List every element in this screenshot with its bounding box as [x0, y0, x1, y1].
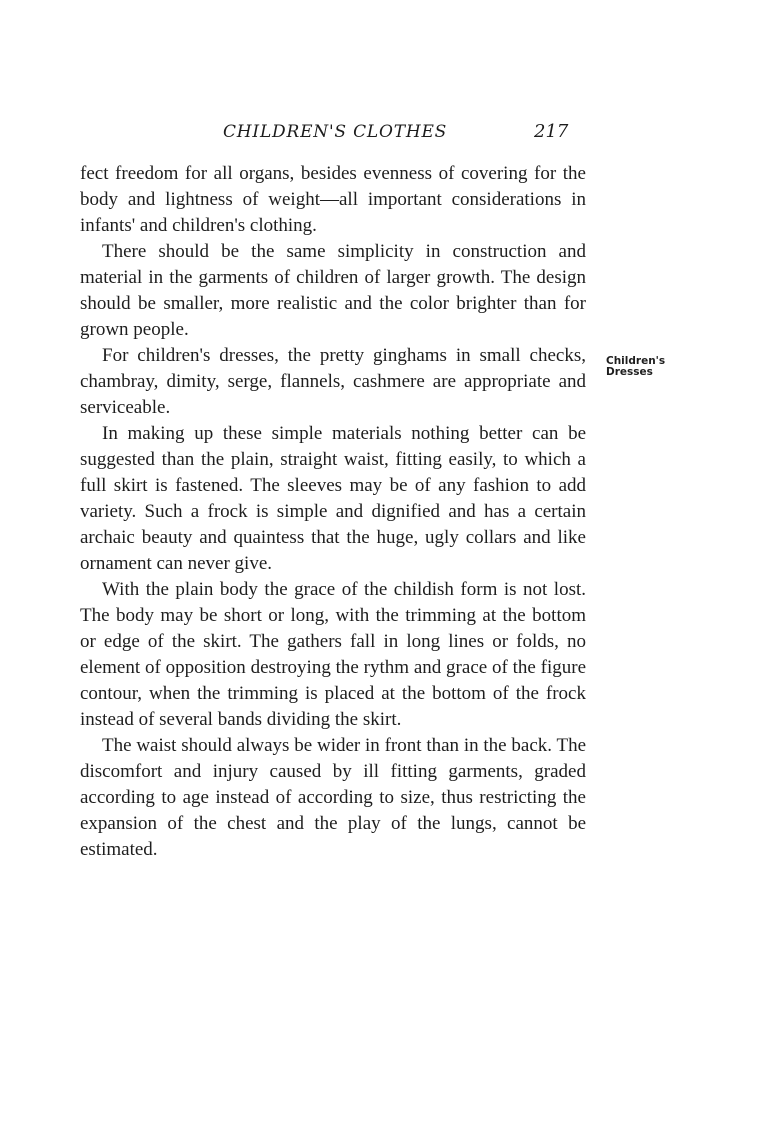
margin-note-line: Dresses — [606, 366, 653, 378]
paragraph-fabrics: For children's dresses, the pretty ginghams in small checks, chambray, dimity, serge, flannels, cashmere are appropriate and serviceable. — [80, 345, 586, 418]
paragraph-plain-body: With the plain body the grace of the childish form is not lost. The body may be short or long, with the trimming at the bottom or edge of the skirt. The gathers fall in long lines or folds, no element of opposition destroying the rythm and grace of the figure contour, when the trimming is placed at the bottom of the frock instead of several bands dividing the skirt. — [80, 579, 586, 730]
paragraph-waist: The waist should always be wider in front than in the back. The discomfort and injury caused by ill fitting garments, graded according to age instead of according to size, thus restricting the expansion of the chest and the play of the lungs, cannot be estimated. — [80, 735, 586, 860]
paragraph-simplicity: There should be the same simplicity in construction and material in the garments of children of larger growth. The design should be smaller, more realistic and the color brighter than for grown people. — [80, 241, 586, 340]
margin-note-line: Children's — [606, 355, 666, 367]
paragraph-making-up: In making up these simple materials nothing better can be suggested than the plain, straight waist, fitting easily, to which a full skirt is fastened. The sleeves may be of any fashion to add variety. Such a frock is simple and dignified and has a certain archaic beauty and quaintess that the huge, ugly collars and like ornament can never give. — [80, 423, 586, 574]
paragraph-continuation: fect freedom for all organs, besides evenness of covering for the body and lightness of weight—all important considerations in infants' and children's clothing. — [80, 163, 586, 236]
margin-note — [606, 356, 665, 378]
running-head: CHILDREN'S CLOTHES — [223, 122, 448, 142]
body-text — [80, 161, 586, 863]
page-number: 217 — [534, 121, 569, 142]
